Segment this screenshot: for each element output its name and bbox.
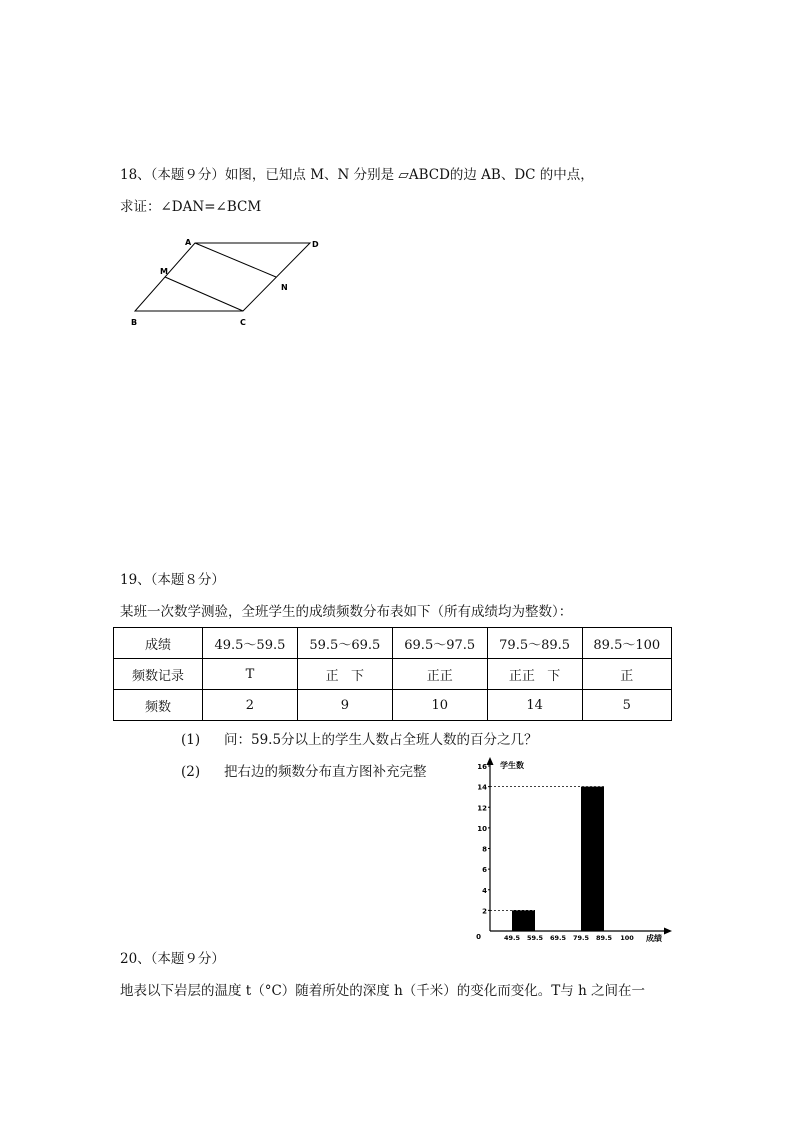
- table-cell: 5: [582, 690, 671, 721]
- segment-an: [195, 243, 276, 277]
- y-tick-label: 2: [482, 907, 487, 916]
- q19-intro: 某班一次数学测验，全班学生的成绩频数分布表如下（所有成绩均为整数）：: [120, 604, 573, 620]
- y-tick-label: 4: [482, 886, 487, 895]
- row-header: 成绩: [114, 628, 203, 659]
- table-cell: 2: [203, 690, 298, 721]
- q18-header: 18、（本题９分）如图，已知点 M、N 分别是 ▱ABCD的边 AB、DC 的中点，: [120, 167, 594, 183]
- parallelogram-figure: [125, 232, 335, 332]
- label-m: M: [160, 267, 168, 276]
- x-axis-arrow: [664, 928, 672, 935]
- table-cell: 89.5～100: [582, 628, 671, 659]
- histogram-bar: [512, 910, 535, 931]
- x-axis-label: 成绩: [646, 934, 662, 943]
- label-n: N: [281, 283, 288, 292]
- x-tick-label: 79.5: [572, 934, 590, 942]
- table-row: [114, 690, 672, 721]
- q20-text: 地表以下岩层的温度 t（°C）随着所处的深度 h（千米）的变化而变化。T与 h 之间在一: [120, 983, 646, 999]
- y-axis-arrow: [487, 757, 494, 765]
- x-tick-label: 100: [620, 934, 634, 942]
- table-cell: T: [203, 659, 298, 690]
- label-b: B: [131, 318, 138, 327]
- y-axis-label: 学生数: [500, 761, 524, 770]
- table-row: [114, 628, 672, 659]
- table-cell: 59.5～69.5: [297, 628, 392, 659]
- y-tick-label: 12: [477, 804, 487, 813]
- q20-header: 20、（本题９分）: [120, 951, 225, 967]
- y-tick-label: 14: [477, 783, 487, 792]
- x-tick-label: 69.5: [549, 934, 567, 942]
- row-header: 频数: [114, 690, 203, 721]
- y-tick-label: 6: [482, 866, 487, 875]
- q19-sub2-number: (2): [181, 764, 201, 780]
- table-cell: 正正 下: [487, 659, 582, 690]
- x-tick-label: 59.5: [526, 934, 544, 942]
- row-header: 频数记录: [114, 659, 203, 690]
- x-tick-label: 49.5: [503, 934, 521, 942]
- q18-prove: 求证：∠DAN=∠BCM: [120, 199, 262, 215]
- y-tick-label: 8: [482, 845, 487, 854]
- label-d: D: [312, 240, 319, 249]
- label-c: C: [240, 318, 246, 327]
- table-cell: 正正: [392, 659, 487, 690]
- q19-header: 19、（本题８分）: [120, 572, 225, 588]
- table-cell: 49.5～59.5: [203, 628, 298, 659]
- table-cell: 79.5～89.5: [487, 628, 582, 659]
- table-cell: 9: [297, 690, 392, 721]
- frequency-table: [113, 627, 672, 721]
- segment-mc: [165, 277, 243, 311]
- y-tick-label: 0: [476, 933, 481, 941]
- table-cell: 正: [582, 659, 671, 690]
- frequency-histogram: [466, 755, 680, 947]
- label-a: A: [185, 238, 192, 247]
- table-cell: 正 下: [297, 659, 392, 690]
- q19-sub1: 问：59.5分以上的学生人数占全班人数的百分之几？: [224, 732, 538, 748]
- table-row: [114, 659, 672, 690]
- table-cell: 69.5～97.5: [392, 628, 487, 659]
- table-cell: 10: [392, 690, 487, 721]
- table-cell: 14: [487, 690, 582, 721]
- y-tick-label: 16: [477, 763, 487, 771]
- histogram-bar: [581, 787, 604, 931]
- x-tick-label: 89.5: [595, 934, 613, 942]
- parallelogram-abcd: [135, 243, 310, 311]
- q19-sub2: 把右边的频数分布直方图补充完整: [224, 764, 427, 780]
- y-tick-label: 10: [477, 824, 487, 833]
- q19-sub1-number: (1): [181, 732, 201, 748]
